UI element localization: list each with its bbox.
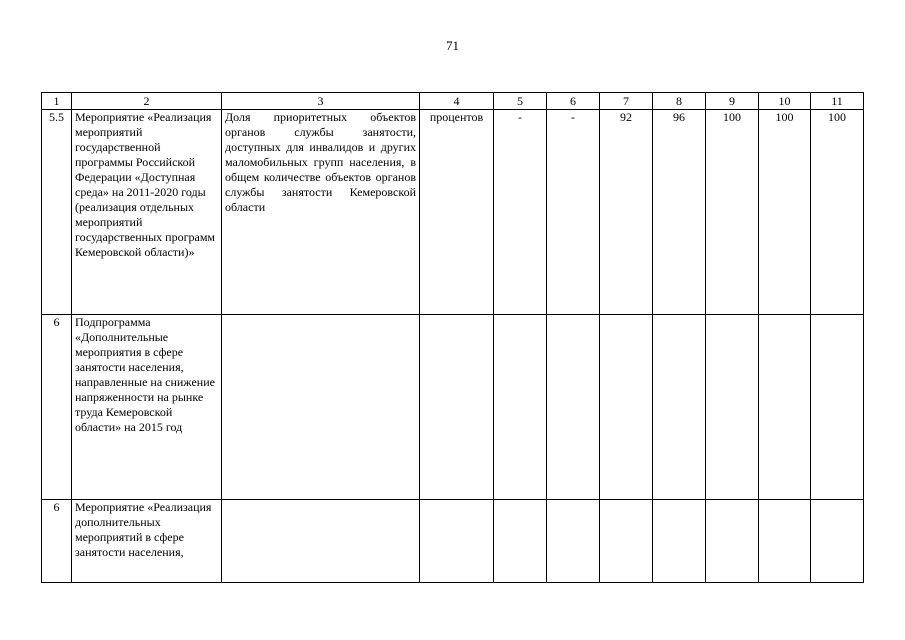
header-cell: 1 bbox=[42, 93, 72, 110]
row-value-cell: 100 bbox=[811, 110, 864, 315]
header-cell: 11 bbox=[811, 93, 864, 110]
row-value-cell: 96 bbox=[653, 110, 706, 315]
row-name-cell: Подпрограмма «Дополнительные мероприятия в сфере занятости населения, направленные на снижение напряженности на рынке труда Кемеровской области» на 2015 год bbox=[72, 315, 222, 500]
row-value-cell bbox=[759, 315, 811, 500]
row-id-cell: 6 bbox=[42, 500, 72, 583]
header-cell: 10 bbox=[759, 93, 811, 110]
row-value-cell bbox=[653, 315, 706, 500]
row-id-cell: 5.5 bbox=[42, 110, 72, 315]
header-cell: 2 bbox=[72, 93, 222, 110]
row-name-cell: Мероприятие «Реализация мероприятий государственной программы Российской Федерации «Доступная среда» на 2011-2020 годы (реализация отдельных мероприятий государственных программ Кемеровской области)» bbox=[72, 110, 222, 315]
row-value-cell: - bbox=[494, 110, 547, 315]
table-row bbox=[42, 500, 864, 583]
table-row bbox=[42, 315, 864, 500]
row-value-cell: 100 bbox=[706, 110, 759, 315]
row-id-cell: 6 bbox=[42, 315, 72, 500]
row-indicator-cell bbox=[222, 315, 420, 500]
header-cell: 8 bbox=[653, 93, 706, 110]
indicators-table bbox=[41, 92, 864, 583]
header-cell: 6 bbox=[547, 93, 600, 110]
header-cell: 4 bbox=[420, 93, 494, 110]
row-value-cell bbox=[600, 315, 653, 500]
row-name-cell: Мероприятие «Реализация дополнительных мероприятий в сфере занятости населения, bbox=[72, 500, 222, 583]
row-value-cell: - bbox=[547, 110, 600, 315]
table-header-row bbox=[42, 93, 864, 110]
row-value-cell: 100 bbox=[759, 110, 811, 315]
row-value-cell bbox=[759, 500, 811, 583]
row-value-cell bbox=[706, 500, 759, 583]
header-cell: 3 bbox=[222, 93, 420, 110]
header-cell: 9 bbox=[706, 93, 759, 110]
row-unit-cell bbox=[420, 315, 494, 500]
row-value-cell bbox=[494, 500, 547, 583]
row-unit-cell: процентов bbox=[420, 110, 494, 315]
row-indicator-cell bbox=[222, 500, 420, 583]
row-indicator-cell: Доля приоритетных объектов органов службы занятости, доступных для инвалидов и других маломобильных групп населения, в общем количестве объектов органов службы занятости Кемеровской области bbox=[222, 110, 420, 315]
row-value-cell bbox=[494, 315, 547, 500]
row-value-cell bbox=[653, 500, 706, 583]
row-value-cell bbox=[811, 500, 864, 583]
table-row bbox=[42, 110, 864, 315]
row-value-cell bbox=[706, 315, 759, 500]
row-value-cell bbox=[547, 500, 600, 583]
header-cell: 5 bbox=[494, 93, 547, 110]
row-value-cell bbox=[811, 315, 864, 500]
header-cell: 7 bbox=[600, 93, 653, 110]
row-value-cell bbox=[600, 500, 653, 583]
page-number: 71 bbox=[446, 38, 459, 53]
row-value-cell: 92 bbox=[600, 110, 653, 315]
row-value-cell bbox=[547, 315, 600, 500]
row-unit-cell bbox=[420, 500, 494, 583]
